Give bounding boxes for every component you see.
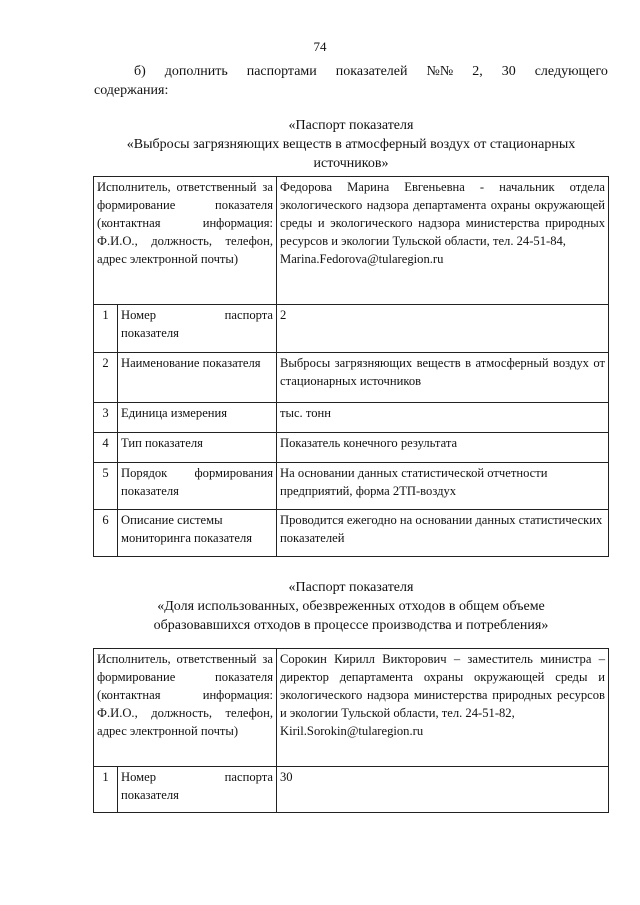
row-label-part: показателя — [121, 326, 179, 340]
passport-2-title-line-1: «Паспорт показателя — [288, 580, 414, 595]
passport-1-title-line-2: «Выбросы загрязняющих веществ в атмосферный воздух от стационарных — [126, 137, 576, 152]
executor-label: Исполнитель, ответственный за формирование показателя (контактная информация: Ф.И.О., должность, телефон, адрес электронной почты) — [94, 177, 277, 305]
row-label — [118, 305, 277, 353]
executor-value: Федорова Марина Евгеньевна - начальник отдела экологического надзора департамента охраны окружающей среды и экологического надзора министерства природных ресурсов и экологии Тульской области, тел. 24-51-84, — [280, 180, 605, 248]
table-row — [94, 403, 609, 433]
row-number: 6 — [94, 510, 118, 557]
row-number: 2 — [94, 353, 118, 403]
row-label: Описание системы мониторинга показателя — [118, 510, 277, 557]
table-row — [94, 433, 609, 463]
executor-value-cell — [277, 649, 609, 767]
page-number: 74 — [313, 39, 327, 54]
intro-line-2: содержания: — [94, 83, 169, 98]
row-label — [118, 463, 277, 510]
table-row — [94, 510, 609, 557]
row-label: Единица измерения — [118, 403, 277, 433]
row-value: 2 — [277, 305, 609, 353]
row-label — [118, 767, 277, 813]
passport-2-title-line-3: образовавшихся отходов в процессе производства и потребления» — [153, 618, 549, 633]
executor-value: Сорокин Кирилл Викторович – заместитель министра – директор департамента охраны окружающей среды и экологического надзора министерства природных ресурсов и экологии Тульской области, тел. 24-51-82, — [280, 652, 605, 720]
row-value: Проводится ежегодно на основании данных статистических показателей — [277, 510, 609, 557]
passport-1-title-line-3: источников» — [313, 156, 389, 171]
executor-row — [94, 177, 609, 305]
table-row — [94, 353, 609, 403]
passport-2-title-line-2: «Доля использованных, обезвреженных отходов в общем объеме — [157, 599, 545, 614]
passport-2-title — [94, 578, 608, 635]
intro-word: б) — [134, 64, 146, 79]
passport-1-title — [94, 116, 608, 173]
intro-word: следующего — [534, 64, 608, 79]
intro-word: №№ — [426, 64, 454, 79]
executor-value-cell — [277, 177, 609, 305]
row-value: тыс. тонн — [277, 403, 609, 433]
row-label-part: Номер — [121, 770, 157, 784]
row-label-part: паспорта — [224, 308, 273, 322]
executor-row — [94, 649, 609, 767]
row-value: Показатель конечного результата — [277, 433, 609, 463]
executor-email: Kiril.Sorokin@tularegion.ru — [280, 724, 424, 738]
intro-word: 30 — [501, 64, 516, 79]
row-label-part: Номер — [121, 308, 157, 322]
passport-1-table — [93, 176, 609, 557]
row-label: Тип показателя — [118, 433, 277, 463]
row-label-part: паспорта — [224, 770, 273, 784]
row-label-part: показателя — [121, 484, 179, 498]
row-value: Выбросы загрязняющих веществ в атмосферный воздух от стационарных источников — [277, 353, 609, 403]
passport-2-table — [93, 648, 609, 813]
table-row — [94, 463, 609, 510]
passport-1-title-line-1: «Паспорт показателя — [288, 118, 414, 133]
intro-line-1 — [94, 62, 608, 81]
table-row — [94, 767, 609, 813]
intro-paragraph — [94, 62, 608, 100]
row-number: 4 — [94, 433, 118, 463]
intro-word: 2, — [472, 64, 483, 79]
row-label: Наименование показателя — [118, 353, 277, 403]
intro-word: дополнить — [164, 64, 228, 79]
row-number: 1 — [94, 767, 118, 813]
intro-word: паспортами — [246, 64, 317, 79]
row-label-part: Порядок — [121, 466, 168, 480]
executor-email: Marina.Fedorova@tularegion.ru — [280, 252, 444, 266]
row-label-part: показателя — [121, 788, 179, 802]
executor-label: Исполнитель, ответственный за формирование показателя (контактная информация: Ф.И.О., должность, телефон, адрес электронной почты) — [94, 649, 277, 767]
row-number: 5 — [94, 463, 118, 510]
table-row — [94, 305, 609, 353]
row-number: 1 — [94, 305, 118, 353]
row-value: На основании данных статистической отчетности предприятий, форма 2ТП-воздух — [277, 463, 609, 510]
row-number: 3 — [94, 403, 118, 433]
intro-word: показателей — [335, 64, 408, 79]
row-label-part: формирования — [194, 466, 273, 480]
row-value: 30 — [277, 767, 609, 813]
